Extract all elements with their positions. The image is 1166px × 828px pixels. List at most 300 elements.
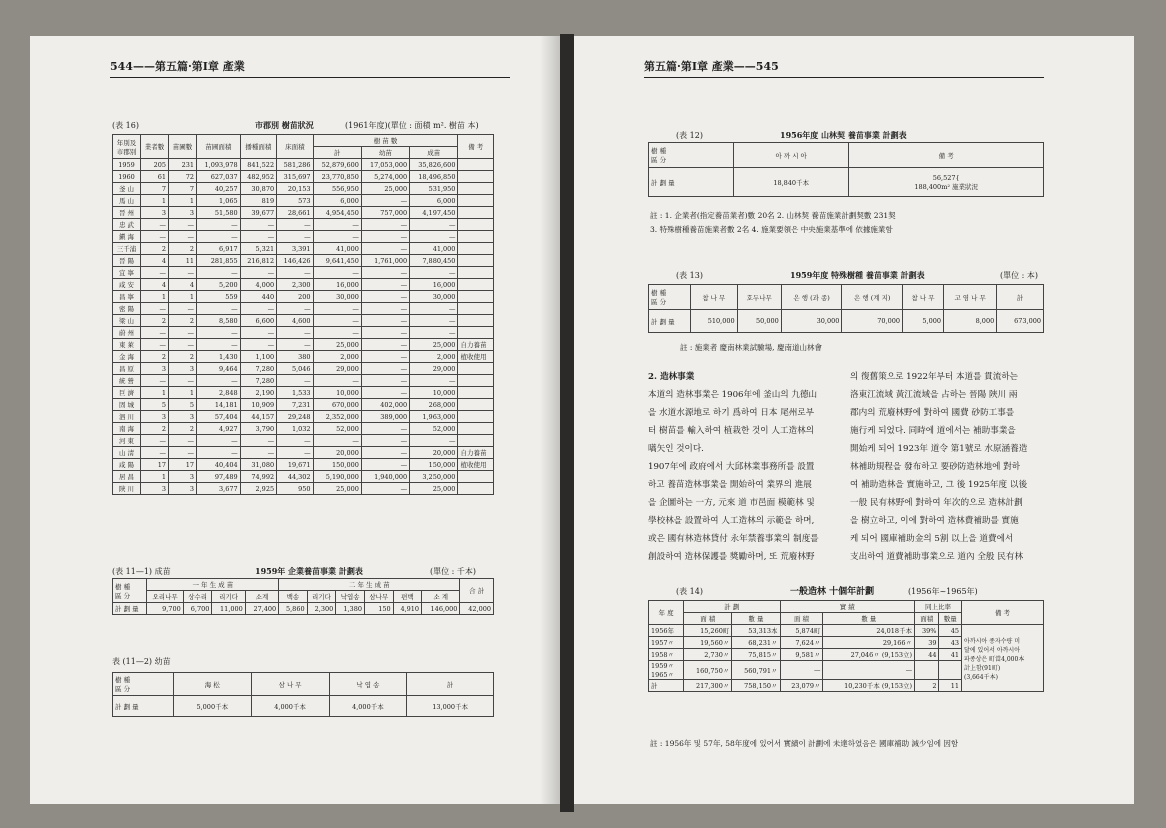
t16-cell: 4,927 — [197, 423, 241, 435]
t16-cell: 627,037 — [197, 171, 241, 183]
gutter-shadow — [540, 36, 560, 804]
body-line: 을 樹立하고, 이에 對하여 造林費補助를 實施 — [850, 516, 1019, 526]
table-row — [113, 267, 494, 279]
t16-cell: 2,925 — [240, 483, 276, 495]
t16-cell — [458, 207, 494, 219]
t16-cell: 556,950 — [313, 183, 361, 195]
t16-cell: 52,000 — [313, 423, 361, 435]
t16-h-col: 幼苗 — [361, 147, 409, 159]
t16-cell: 41,000 — [410, 243, 458, 255]
t11-1-cell: 42,000 — [460, 603, 494, 615]
t16-cell: — — [361, 231, 409, 243]
t16-cell: 44,302 — [277, 471, 313, 483]
t13-col: 호두나무 — [737, 285, 781, 310]
t16-cell: — — [197, 435, 241, 447]
t16-cell — [458, 255, 494, 267]
table11-1-label: (表 11—1) 成苗 — [112, 567, 171, 576]
t16-cell: — — [240, 327, 276, 339]
table-row — [113, 387, 494, 399]
t16-cell: — — [197, 219, 241, 231]
table16-label: (表 16) — [112, 121, 139, 130]
t13-cell: 510,000 — [690, 310, 737, 333]
t13-col: 참 나 무 — [903, 285, 944, 310]
t14-h-plan: 計 劃 — [684, 601, 780, 613]
t16-cell: 東 萊 — [113, 339, 141, 351]
t12-note2: 188,400m² — [914, 182, 950, 191]
t16-cell: — — [277, 267, 313, 279]
t16-cell — [458, 219, 494, 231]
t16-h-col: 業者數 — [141, 135, 169, 159]
table11-1-unit: (單位 : 千本) — [430, 567, 477, 576]
t11-1-sub-header: 리기다 — [307, 591, 336, 603]
t16-cell: — — [169, 339, 197, 351]
t16-cell — [458, 159, 494, 171]
t16-cell: 1 — [169, 291, 197, 303]
t16-cell: 17 — [141, 459, 169, 471]
table-row — [113, 459, 494, 471]
table-row — [113, 219, 494, 231]
t16-h-col: 播種面積 — [240, 135, 276, 159]
t11-1-sub-header: 리기다 — [212, 591, 245, 603]
t16-cell: 自力養苗 — [458, 339, 494, 351]
t12-note3: 施業狀況 — [952, 182, 979, 191]
t14-cell: 1956年 — [649, 625, 684, 637]
t11-1-sub-header: 소 계 — [422, 591, 460, 603]
t11-1-sub-header: 상수리 — [183, 591, 212, 603]
table-row — [113, 399, 494, 411]
t13-cell: 8,000 — [944, 310, 997, 333]
t16-cell — [458, 435, 494, 447]
t16-cell: 固 城 — [113, 399, 141, 411]
t11-2-row-label: 計 劃 量 — [113, 696, 174, 717]
t16-cell — [458, 267, 494, 279]
t16-cell: 757,000 — [361, 207, 409, 219]
t16-cell: 40,257 — [197, 183, 241, 195]
table-row — [113, 243, 494, 255]
t16-h-note: 備 考 — [458, 135, 494, 159]
t16-cell: 南 海 — [113, 423, 141, 435]
t16-cell: 11 — [169, 255, 197, 267]
body-line: 洛東江流域 黃江流域을 占하는 晉陽 陜川 兩 — [850, 390, 1018, 400]
t16-cell: 25,000 — [361, 183, 409, 195]
t16-cell: 6,917 — [197, 243, 241, 255]
t16-cell: 密 陽 — [113, 303, 141, 315]
t14-cell: 160,750〃 — [684, 661, 732, 680]
t13-col: 計 — [997, 285, 1044, 310]
table16-unit: (1961年度)(單位 : 面積 m². 樹苗 本) — [345, 121, 479, 130]
t16-cell: — — [277, 219, 313, 231]
t16-cell: — — [277, 303, 313, 315]
t16-cell: 268,000 — [410, 399, 458, 411]
t16-h-col: 苗圃數 — [169, 135, 197, 159]
t16-cell: — — [277, 327, 313, 339]
t16-cell: 8,580 — [197, 315, 241, 327]
t14-cell: 1959〃 1965〃 — [649, 661, 684, 680]
t11-1-cell: 146,000 — [422, 603, 460, 615]
t16-cell: 670,000 — [313, 399, 361, 411]
t16-cell: 1,430 — [197, 351, 241, 363]
t16-cell: 植收使用 — [458, 351, 494, 363]
t16-cell: — — [361, 447, 409, 459]
table-row — [113, 351, 494, 363]
t16-cell: 10,909 — [240, 399, 276, 411]
t16-cell: 573 — [277, 195, 313, 207]
t16-cell — [458, 303, 494, 315]
t16-cell — [458, 327, 494, 339]
t16-cell: 14,181 — [197, 399, 241, 411]
t16-cell: — — [169, 267, 197, 279]
t13-col: 고 염 나 무 — [944, 285, 997, 310]
body-line: 本道의 造林事業은 1906年에 釜山의 九德山 — [648, 390, 818, 400]
t16-cell: 51,580 — [197, 207, 241, 219]
t14-cell: 45 — [939, 625, 962, 637]
t16-cell: 315,697 — [277, 171, 313, 183]
body-line: 施行케 되었다. 同時에 道에서는 補助事業을 — [850, 426, 1016, 436]
t13-note: 註 : 施業者 慶南林業試驗場, 慶南道山林會 — [680, 343, 822, 352]
t16-cell: 4,600 — [277, 315, 313, 327]
table13 — [648, 284, 1044, 333]
t16-cell: — — [361, 327, 409, 339]
t16-cell: 晉 州 — [113, 207, 141, 219]
table-row — [113, 303, 494, 315]
t16-cell: 39,677 — [240, 207, 276, 219]
table14-title: 一般造林 十個年計劃 — [790, 587, 875, 597]
t16-cell: 61 — [141, 171, 169, 183]
table-row — [113, 339, 494, 351]
t14-cell: 217,300〃 — [684, 680, 732, 692]
t11-1-sub-header: 소계 — [245, 591, 278, 603]
t16-cell: 4,000 — [240, 279, 276, 291]
t16-cell: 咸 陽 — [113, 459, 141, 471]
t14-cell: 10,230千本 (9,153立) — [823, 680, 915, 692]
t16-cell: 231 — [169, 159, 197, 171]
table-row — [113, 375, 494, 387]
table13-title: 1959年度 特殊樹種 養苗事業 計劃表 — [790, 270, 925, 280]
t14-sub-header: 數 量 — [823, 613, 915, 625]
t14-cell: 15,260町 — [684, 625, 732, 637]
t16-h-col: 苗圃面積 — [197, 135, 241, 159]
t16-cell: — — [141, 303, 169, 315]
t16-cell — [458, 183, 494, 195]
body-line: 創設하여 造林保護를 獎勵하며, 또 荒廢林野 — [648, 552, 815, 562]
t16-cell: 2 — [141, 315, 169, 327]
table11-1 — [112, 578, 494, 615]
t16-cell: — — [197, 231, 241, 243]
t16-cell: — — [410, 267, 458, 279]
t16-cell: 2 — [169, 243, 197, 255]
table11-2 — [112, 672, 494, 717]
table14-label: (表 14) — [676, 587, 703, 596]
t16-cell: — — [313, 375, 361, 387]
t16-cell: — — [361, 483, 409, 495]
t16-cell: — — [361, 375, 409, 387]
t16-cell: 97,489 — [197, 471, 241, 483]
t16-cell: — — [141, 267, 169, 279]
t14-h-ratio: 同上比率 — [915, 601, 962, 613]
t11-1-sub-header: 백송 — [279, 591, 307, 603]
body-line: 郡内의 荒廢林野에 對하여 國費 砂防工事를 — [850, 408, 1015, 418]
t14-cell: 1958〃 — [649, 649, 684, 661]
t16-cell: 2,000 — [313, 351, 361, 363]
t16-cell: 自力養苗 — [458, 447, 494, 459]
t14-cell: 19,560〃 — [684, 637, 732, 649]
t16-cell: — — [410, 231, 458, 243]
t16-cell: 1,533 — [277, 387, 313, 399]
body-line: 嚆矢인 것이다. — [648, 444, 704, 454]
t14-cell: 41 — [939, 649, 962, 661]
t14-cell: 29,166〃 — [823, 637, 915, 649]
body-line: 터 樹苗를 輸入하여 植栽한 것이 人工造林의 — [648, 426, 815, 436]
t16-cell: 2,300 — [277, 279, 313, 291]
t14-sub-header: 面 積 — [780, 613, 823, 625]
t16-cell: 7,231 — [277, 399, 313, 411]
table-row — [113, 363, 494, 375]
t16-cell: 3 — [169, 471, 197, 483]
table16-title: 市郡別 樹苗狀況 — [255, 120, 314, 130]
t16-cell: — — [313, 315, 361, 327]
t16-cell: 3 — [141, 411, 169, 423]
t11-1-cell: 27,400 — [245, 603, 278, 615]
t16-cell: 3 — [169, 411, 197, 423]
t16-cell: 10,000 — [410, 387, 458, 399]
t16-cell: 7,280 — [240, 363, 276, 375]
book-spine — [560, 34, 574, 812]
t11-1-cell: 1,380 — [336, 603, 365, 615]
t16-cell: 1,963,000 — [410, 411, 458, 423]
t16-cell: 25,000 — [410, 339, 458, 351]
t16-cell — [458, 171, 494, 183]
t16-cell: — — [141, 219, 169, 231]
t16-cell — [458, 471, 494, 483]
t16-cell: — — [313, 231, 361, 243]
t16-cell: 2 — [141, 351, 169, 363]
t16-cell: — — [361, 435, 409, 447]
body-line: 하고 養苗造林事業을 開始하여 業界의 進展 — [648, 480, 812, 490]
t16-cell: 559 — [197, 291, 241, 303]
body-column-2 — [850, 368, 1027, 566]
t16-cell: — — [277, 435, 313, 447]
t16-cell: 950 — [277, 483, 313, 495]
t16-cell: 581,286 — [277, 159, 313, 171]
t13-col: 은 행 (계 지) — [842, 285, 903, 310]
t16-cell: 9,641,450 — [313, 255, 361, 267]
t16-cell: — — [361, 195, 409, 207]
t11-2-h-div: 區 分 — [115, 685, 131, 693]
t14-cell: 23,079〃 — [780, 680, 823, 692]
t16-cell: 25,000 — [313, 483, 361, 495]
t14-h-actual: 實 績 — [780, 601, 915, 613]
t13-col: 참 나 무 — [690, 285, 737, 310]
t16-cell: 馬 山 — [113, 195, 141, 207]
t11-1-cell: 9,700 — [147, 603, 183, 615]
table-row — [113, 411, 494, 423]
t16-cell: 三千浦 — [113, 243, 141, 255]
body-line: 을 企圖하는 一方, 元來 道 市邑面 模範林 및 — [648, 498, 815, 508]
body-line: 支出하여 道費補助事業으로 道內 全般 民有林 — [850, 552, 1024, 562]
t16-cell: 5,274,000 — [361, 171, 409, 183]
body-line: 開始케 되어 1923年 道令 第1號로 水原涵養造 — [850, 444, 1028, 454]
t16-cell: — — [313, 267, 361, 279]
t16-cell: — — [361, 279, 409, 291]
t16-cell — [458, 315, 494, 327]
t14-cell: 2 — [915, 680, 939, 692]
t14-cell: 計 — [649, 680, 684, 692]
t16-cell — [458, 423, 494, 435]
t14-cell: — — [823, 661, 915, 680]
table14-range: (1956年~1965年) — [908, 587, 978, 596]
body-line: 의 復舊策으로 1922年부터 本道를 貫流하는 — [850, 372, 1018, 382]
t16-cell: 釜 山 — [113, 183, 141, 195]
t16-cell: 25,000 — [410, 483, 458, 495]
t13-cell: 50,000 — [737, 310, 781, 333]
body-line: 學校林을 設置하여 人工造林의 示範을 하며, — [648, 516, 815, 526]
t16-cell: — — [141, 231, 169, 243]
t14-cell: 5,874町 — [780, 625, 823, 637]
t16-cell: 植收使用 — [458, 459, 494, 471]
body-line: 을 水道水源地로 하기 爲하여 日本 尾州로부 — [648, 408, 815, 418]
t16-cell: — — [141, 435, 169, 447]
t11-1-cell: 2,300 — [307, 603, 336, 615]
t16-cell: — — [240, 231, 276, 243]
t16-cell: 29,248 — [277, 411, 313, 423]
t14-sub-header: 面積 — [915, 613, 939, 625]
table12-title: 1956年度 山林契 養苗事業 計劃表 — [780, 130, 907, 140]
t16-cell: 1960 — [113, 171, 141, 183]
t16-cell: — — [169, 327, 197, 339]
t16-cell: 216,812 — [240, 255, 276, 267]
t11-2-cell: 4,000千本 — [329, 696, 407, 717]
t16-cell: 4 — [141, 279, 169, 291]
t16-cell: 宜 寧 — [113, 267, 141, 279]
t16-cell: — — [197, 339, 241, 351]
t16-cell: 7,880,450 — [410, 255, 458, 267]
table12 — [648, 142, 1044, 197]
t12-note-line: 註 : 1. 企業者(指定養苗業者)數 20名 2. 山林契 養苗施業計劃契數 231契 — [650, 211, 896, 220]
t16-cell — [458, 291, 494, 303]
t16-cell: — — [410, 435, 458, 447]
t16-cell: — — [141, 327, 169, 339]
t16-cell: 巨 濟 — [113, 387, 141, 399]
t11-1-cell: 4,910 — [393, 603, 421, 615]
t16-cell: 1 — [169, 195, 197, 207]
left-running-header: 544——第五篇·第Ⅰ章 產業 — [110, 58, 510, 78]
t13-h-div: 區 分 — [651, 298, 667, 306]
t16-cell: 10,000 — [313, 387, 361, 399]
t16-cell: 150,000 — [313, 459, 361, 471]
t16-cell: 20,153 — [277, 183, 313, 195]
t13-col: 은 행 (과 종) — [781, 285, 842, 310]
t14-cell: 43 — [939, 637, 962, 649]
t16-cell: 3,790 — [240, 423, 276, 435]
t16-cell: 5,321 — [240, 243, 276, 255]
t16-cell: 205 — [141, 159, 169, 171]
t16-cell: — — [313, 435, 361, 447]
t13-cell: 5,000 — [903, 310, 944, 333]
t16-cell: — — [169, 447, 197, 459]
t16-cell: 7 — [169, 183, 197, 195]
t14-sub-header: 數 量 — [732, 613, 780, 625]
t12-h-div: 區 分 — [651, 156, 667, 164]
t16-cell: 531,950 — [410, 183, 458, 195]
t11-1-row-label: 計 劃 量 — [113, 603, 147, 615]
t16-cell — [458, 363, 494, 375]
t11-1-sub-header: 삼나무 — [364, 591, 393, 603]
t16-cell: 41,000 — [313, 243, 361, 255]
t14-cell: 1957〃 — [649, 637, 684, 649]
t16-cell: 5,190,000 — [313, 471, 361, 483]
t12-h-species: 樹 種 — [651, 147, 667, 155]
t16-cell: 440 — [240, 291, 276, 303]
t14-remark: 아까시아 종자수량 미 달에 있어서 아까시아 파종상은 町當4,000本 計上함(91町) (3,664千本) — [962, 625, 1044, 692]
t16-cell: — — [313, 327, 361, 339]
t16-cell: — — [197, 447, 241, 459]
t11-2-cell: 13,000千本 — [407, 696, 494, 717]
t16-cell: 1959 — [113, 159, 141, 171]
t11-2-col: 海 松 — [173, 673, 251, 696]
t11-2-col: 삼 나 무 — [251, 673, 329, 696]
t16-cell: 5,046 — [277, 363, 313, 375]
table-row — [113, 171, 494, 183]
t16-cell: 72 — [169, 171, 197, 183]
t16-cell: — — [313, 303, 361, 315]
t12-col: 아 까 시 아 — [734, 143, 849, 168]
t16-cell: — — [313, 219, 361, 231]
t16-cell: 841,522 — [240, 159, 276, 171]
t14-cell: 39 — [915, 637, 939, 649]
t16-cell: 17,053,000 — [361, 159, 409, 171]
t16-cell: 居 昌 — [113, 471, 141, 483]
t16-cell: 44,157 — [240, 411, 276, 423]
t11-1-sub-header: 편백 — [393, 591, 421, 603]
t16-cell: — — [240, 339, 276, 351]
t14-h-year: 年 度 — [649, 601, 684, 625]
t14-cell: 44 — [915, 649, 939, 661]
t16-cell: 咸 安 — [113, 279, 141, 291]
t16-cell: — — [169, 375, 197, 387]
t16-cell: 20,000 — [410, 447, 458, 459]
t11-1-h-total: 合 計 — [460, 579, 494, 603]
t11-1-h-two: 二 年 生 成 苗 — [279, 579, 460, 591]
t16-cell: 20,000 — [313, 447, 361, 459]
t16-cell: 6,000 — [410, 195, 458, 207]
t16-cell — [458, 483, 494, 495]
t16-cell: — — [141, 447, 169, 459]
t16-cell: 2 — [169, 315, 197, 327]
t14-cell — [915, 661, 939, 680]
t16-cell — [458, 195, 494, 207]
table-row — [113, 183, 494, 195]
t16-cell: — — [169, 219, 197, 231]
t16-cell: 389,000 — [361, 411, 409, 423]
t16-cell: 281,855 — [197, 255, 241, 267]
t16-cell: 陜 川 — [113, 483, 141, 495]
t16-cell: — — [410, 375, 458, 387]
table-row — [113, 447, 494, 459]
t14-sub-header: 面 積 — [684, 613, 732, 625]
t16-cell: 3 — [169, 207, 197, 219]
t16-cell: 梁 山 — [113, 315, 141, 327]
t16-cell: 忠 武 — [113, 219, 141, 231]
table-row — [113, 159, 494, 171]
t16-cell — [458, 243, 494, 255]
t16-cell: 2 — [169, 351, 197, 363]
t16-cell: 52,000 — [410, 423, 458, 435]
table-row — [649, 625, 1044, 637]
t16-cell: 昌 原 — [113, 363, 141, 375]
table-row — [113, 435, 494, 447]
t16-cell: — — [410, 219, 458, 231]
table13-label: (表 13) — [676, 271, 703, 280]
